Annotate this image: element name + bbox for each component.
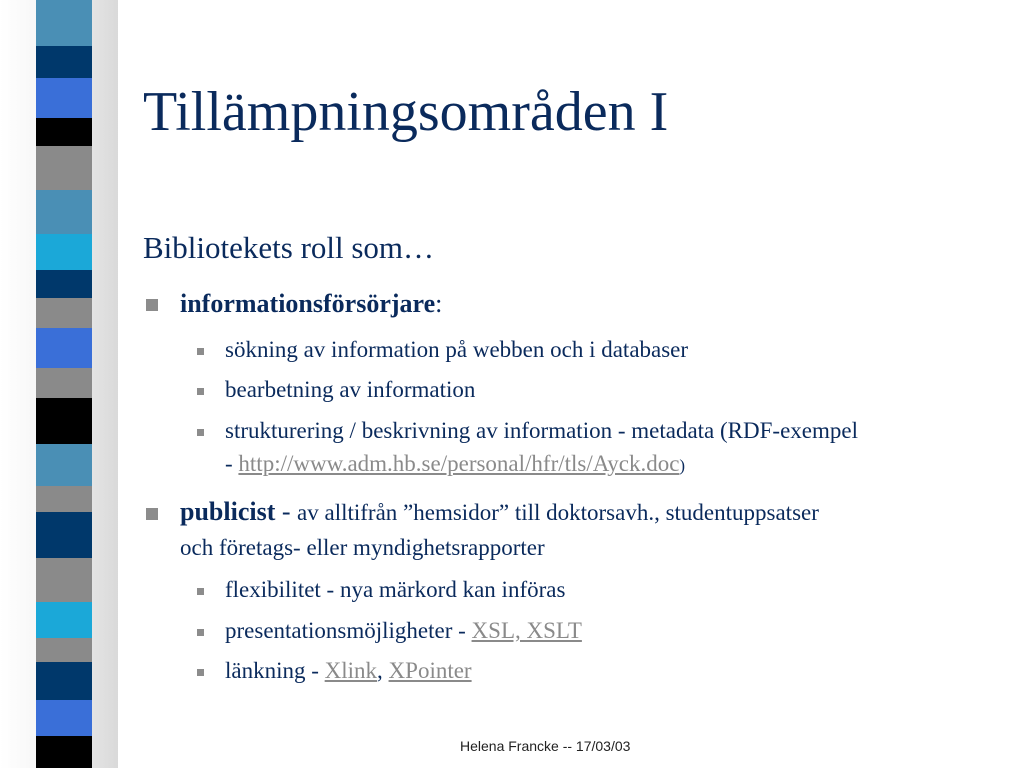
- xpointer-link[interactable]: XPointer: [388, 658, 472, 683]
- closing-paren: ): [679, 456, 686, 475]
- bullet-text: och företags- eller myndighetsrapporter: [180, 535, 545, 560]
- bullet-text: av alltifrån ”hemsidor” till doktorsavh., studentuppsatser: [297, 500, 819, 525]
- sub-bullet-text: strukturering / beskrivning av information - metadata (RDF-exempel: [225, 418, 858, 443]
- bullet-informationsforsorjare: [180, 287, 980, 321]
- slide-subtitle: Bibliotekets roll som…: [143, 230, 435, 265]
- sub-bullet-icon: [197, 669, 204, 676]
- link-separator: ,: [377, 658, 389, 683]
- slide-title: Tillämpningsområden I: [143, 81, 669, 143]
- xlink-link[interactable]: Xlink: [324, 658, 378, 683]
- decorative-color-stripe: [36, 0, 92, 768]
- bullet-bold-term: informationsförsörjare: [180, 289, 436, 318]
- sub-bullet-icon: [197, 429, 204, 436]
- slide-footer: Helena Francke -- 17/03/03: [460, 738, 631, 754]
- sub-bullet-linking: [225, 654, 1005, 687]
- xsl-xslt-link[interactable]: XSL, XSLT: [471, 618, 582, 643]
- sub-bullet-text: länkning -: [225, 658, 325, 683]
- sub-bullet-text: sökning av information på webben och i databaser: [225, 337, 689, 362]
- sub-bullet-text-prefix: -: [225, 451, 239, 476]
- bullet-suffix: :: [435, 289, 443, 318]
- bullet-publicist: [180, 495, 980, 565]
- sub-bullet-text: bearbetning av information: [225, 377, 476, 402]
- bullet-bold-term: publicist: [180, 497, 276, 526]
- sub-bullet-icon: [197, 348, 204, 355]
- sub-bullet-presentation: [225, 614, 1005, 647]
- sub-bullet-metadata: [225, 414, 1005, 482]
- sub-bullet-text: flexibilitet - nya märkord kan införas: [225, 577, 566, 602]
- bullet-square-icon: [146, 299, 158, 311]
- bullet-dash: -: [275, 497, 298, 526]
- sub-bullet-icon: [197, 629, 204, 636]
- ayck-doc-link[interactable]: http://www.adm.hb.se/personal/hfr/tls/Ayck.doc: [238, 451, 680, 476]
- bullet-square-icon: [146, 508, 158, 520]
- sub-bullet-text: presentationsmöjligheter -: [225, 618, 472, 643]
- sub-bullet-icon: [197, 388, 204, 395]
- sub-bullet-icon: [197, 588, 204, 595]
